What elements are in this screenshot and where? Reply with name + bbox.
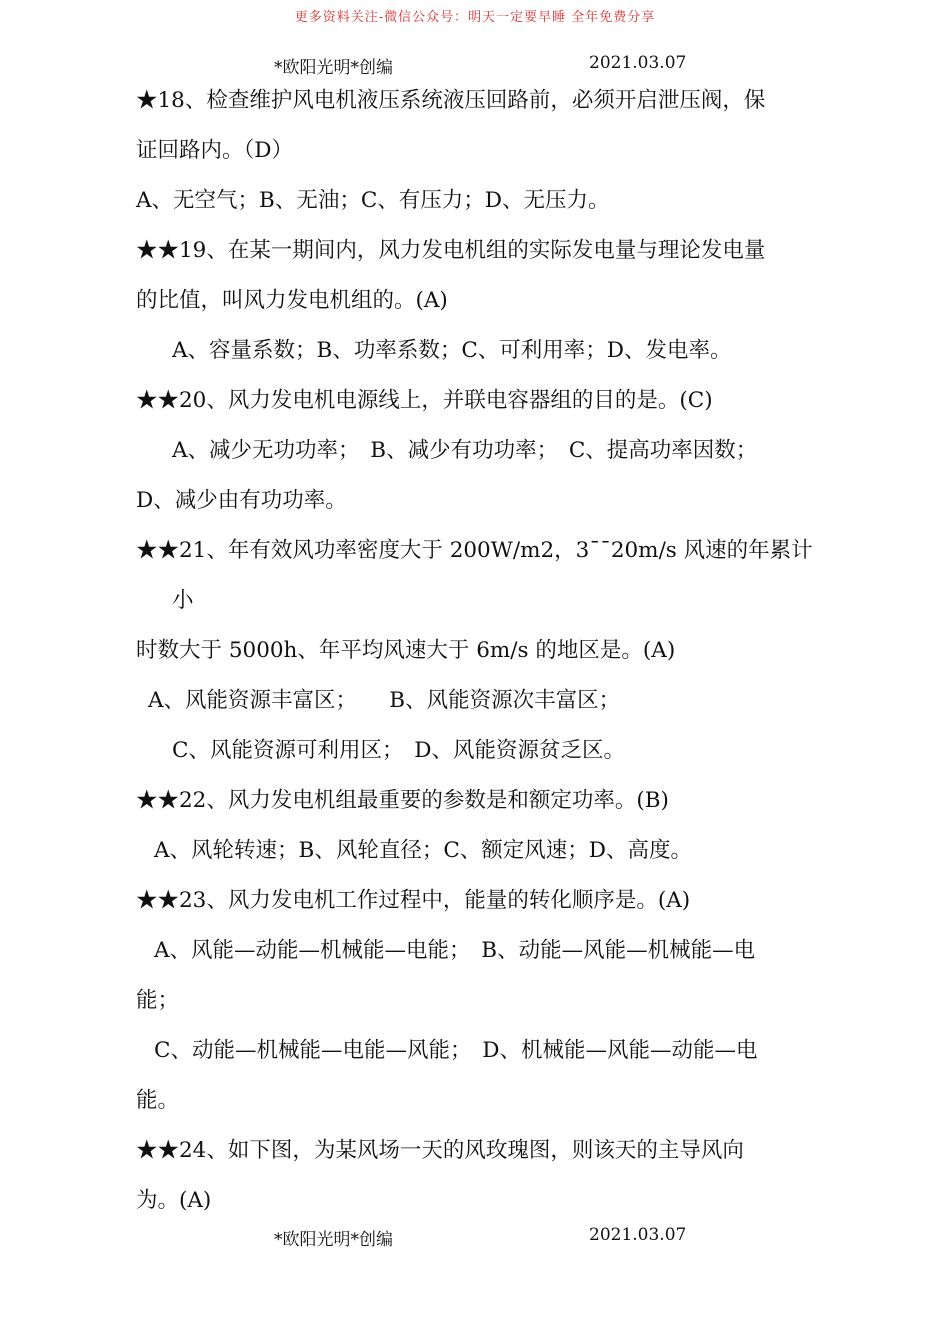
question-18-line-2: 证回路内。（D） xyxy=(136,138,293,163)
header-author: *欧阳光明*创编 xyxy=(274,58,393,78)
question-18-line-1: ★18、检查维护风电机液压系统液压回路前，必须开启泄压阀，保 xyxy=(136,88,766,113)
header-date: 2021.03.07 xyxy=(589,53,687,73)
question-21-line-3: 时数大于 5000h、年平均风速大于 6m/s 的地区是。(A) xyxy=(136,638,676,663)
question-23-options-3: C、动能—机械能—电能—风能； D、机械能—风能—动能—电 xyxy=(154,1038,758,1063)
question-18-options: A、无空气；B、无油；C、有压力；D、无压力。 xyxy=(136,188,610,213)
question-23-options-1: A、风能—动能—机械能—电能； B、动能—风能—机械能—电 xyxy=(154,938,756,963)
question-21-line-1: ★★21、年有效风功率密度大于 200W/m2，3¯¯20m/s 风速的年累计 xyxy=(136,538,813,563)
question-23-options-4: 能。 xyxy=(136,1088,180,1113)
question-23-line-1: ★★23、风力发电机工作过程中，能量的转化顺序是。(A) xyxy=(136,888,691,913)
question-19-options: A、容量系数；B、功率系数；C、可利用率；D、发电率。 xyxy=(172,338,732,363)
question-20-options-1: A、减少无功功率； B、减少有功功率； C、提高功率因数； xyxy=(172,438,758,463)
question-23-options-2: 能； xyxy=(136,988,180,1013)
question-20-line-1: ★★20、风力发电机电源线上，并联电容器组的目的是。(C) xyxy=(136,388,713,413)
question-22-options: A、风轮转速；B、风轮直径；C、额定风速；D、高度。 xyxy=(154,838,693,863)
question-24-line-1: ★★24、如下图，为某风场一天的风玫瑰图，则该天的主导风向 xyxy=(136,1138,744,1163)
question-24-line-2: 为。(A) xyxy=(136,1188,212,1213)
question-20-options-2: D、减少由有功功率。 xyxy=(136,488,347,513)
footer-date: 2021.03.07 xyxy=(589,1225,687,1245)
footer-author: *欧阳光明*创编 xyxy=(274,1230,393,1250)
question-22-line-1: ★★22、风力发电机组最重要的参数是和额定功率。(B) xyxy=(136,788,669,813)
question-19-line-2: 的比值，叫风力发电机组的。(A) xyxy=(136,288,448,313)
question-21-line-2: 小 xyxy=(172,588,194,613)
question-21-options-2: C、风能资源可利用区； D、风能资源贫乏区。 xyxy=(172,738,625,763)
question-21-options-1: A、风能资源丰富区； B、风能资源次丰富区； xyxy=(148,688,621,713)
question-19-line-1: ★★19、在某一期间内，风力发电机组的实际发电量与理论发电量 xyxy=(136,238,766,263)
top-banner: 更多资料关注-微信公众号：明天一定要早睡 全年免费分享 xyxy=(294,10,656,25)
